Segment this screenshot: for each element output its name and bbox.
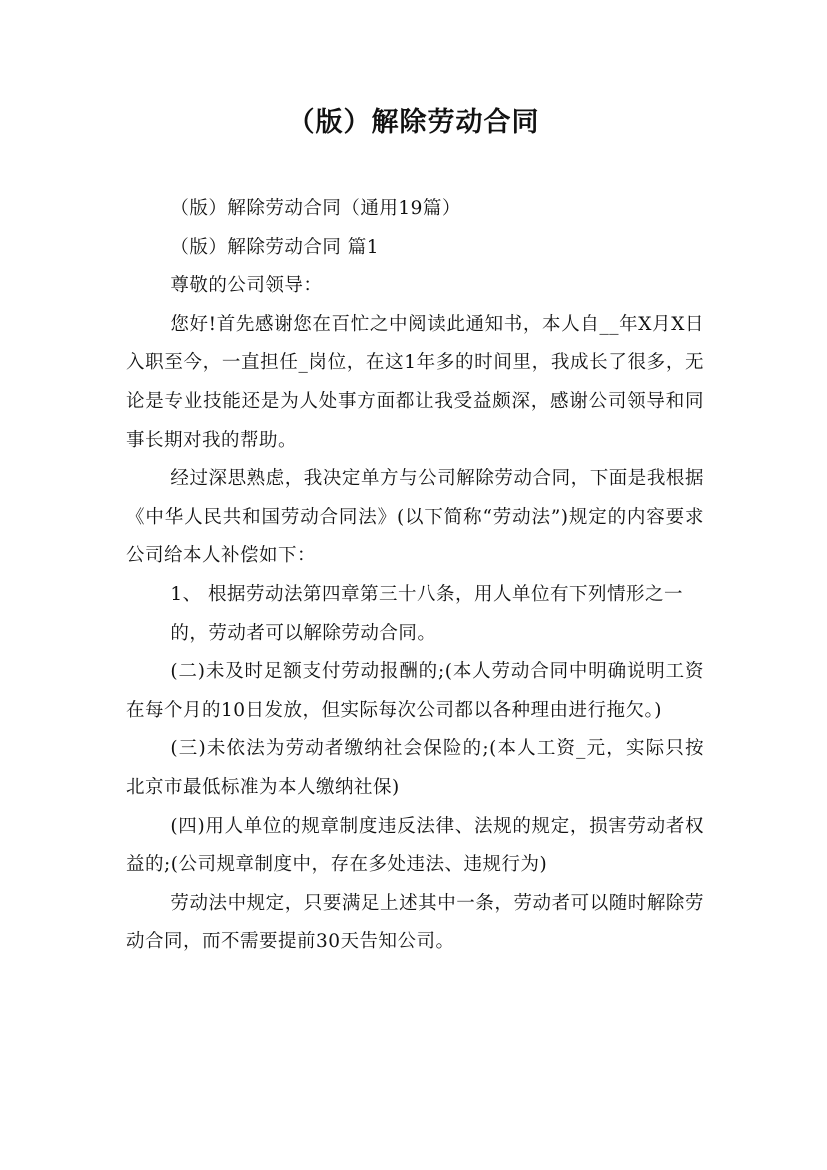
paragraph-conclusion: 劳动法中规定，只要满足上述其中一条，劳动者可以随时解除劳动合同，而不需要提前30天告知公司。 <box>126 892 704 953</box>
paragraph-item-1: 1、 根据劳动法第四章第三十八条，用人单位有下列情形之一 <box>170 583 684 605</box>
document-body <box>126 190 704 962</box>
document-title: （版）解除劳动合同 <box>287 107 540 138</box>
paragraph-heading-part-1: （版）解除劳动合同 篇1 <box>170 236 380 258</box>
paragraph-clause-3: (三)未依法为劳动者缴纳社会保险的;(本人工资_元，实际只按北京市最低标准为本人缴纳社保) <box>126 738 704 798</box>
paragraph-salutation: 尊敬的公司领导： <box>170 275 323 297</box>
paragraph-item-1-continued: 的，劳动者可以解除劳动合同。 <box>170 622 437 644</box>
paragraph-clause-2: (二)未及时足额支付劳动报酬的;(本人劳动合同中明确说明工资在每个月的10日发放，但实际每次公司都以各种理由进行拖欠。) <box>126 661 704 721</box>
paragraph-heading-collection: （版）解除劳动合同（通用19篇） <box>170 198 461 219</box>
paragraph-clause-4: (四)用人单位的规章制度违反法律、法规的规定，损害劳动者权益的;(公司规章制度中，存在多处违法、违规行为) <box>126 815 704 876</box>
paragraph-greeting: 您好!首先感谢您在百忙之中阅读此通知书，本人自__年X月X日入职至今，一直担任_岗位，在这1年多的时间里，我成长了很多，无论是专业技能还是为人处事方面都让我受益颇深，感谢公司领导和同事长期对我的帮助。 <box>126 313 704 451</box>
paragraph-decision: 经过深思熟虑，我决定单方与公司解除劳动合同，下面是我根据《中华人民共和国劳动合同法》(以下简称“劳动法”)规定的内容要求公司给本人补偿如下： <box>126 468 704 567</box>
